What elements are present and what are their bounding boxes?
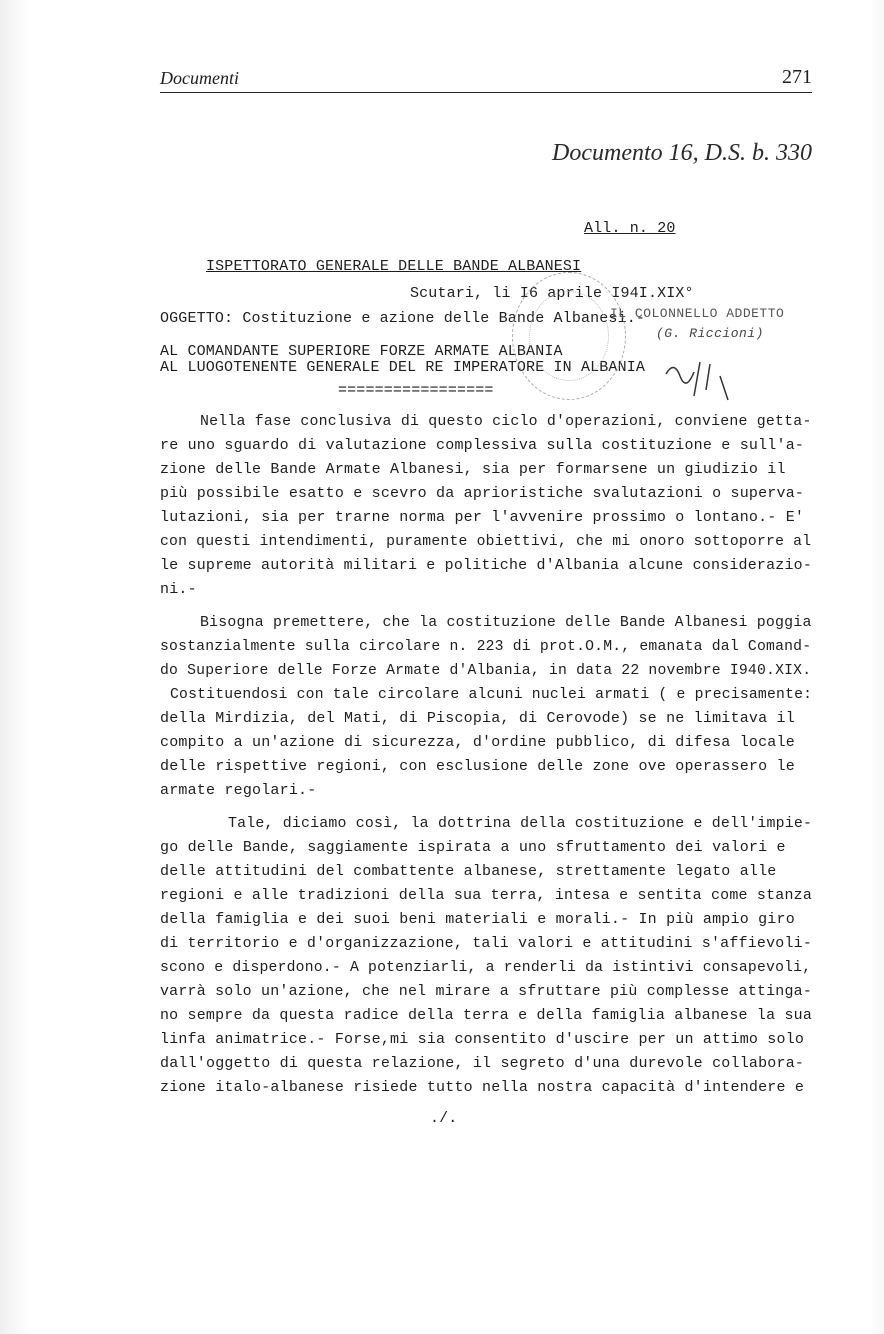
- body-line: do Superiore delle Forze Armate d'Albania, in data 22 novembre I940.XIX.: [160, 662, 812, 679]
- subject-line: OGGETTO: Costituzione e azione delle Bande Albanesi.-: [160, 310, 646, 327]
- place-date-line: Scutari, li I6 aprile I94I.XIX°: [410, 285, 694, 302]
- body-line: scono e disperdono.- A potenziarli, a renderli da istintivi consapevoli,: [160, 959, 812, 976]
- body-line: Costituendosi con tale circolare alcuni nuclei armati ( e precisamente:: [170, 686, 813, 703]
- body-line: regioni e alle tradizioni della sua terra, intesa e sentita come stanza: [160, 887, 813, 904]
- stamp-text-block: [610, 306, 785, 341]
- separator-line: =================: [338, 382, 494, 399]
- body-line: di territorio e d'organizzazione, tali valori e attitudini s'affievoli-: [160, 935, 813, 952]
- body-line: zione italo-albanese risiede tutto nella nostra capacità d'intendere e: [160, 1079, 805, 1096]
- body-line: varrà solo un'azione, che nel mirare a sfruttare più complesse attinga-: [160, 983, 813, 1000]
- circular-stamp: [512, 272, 626, 400]
- body-line: della famiglia e dei suoi beni materiali e morali.- In più ampio giro: [160, 911, 795, 928]
- body-line: zione delle Bande Armate Albanesi, sia per formarsene un giudizio il: [160, 461, 786, 478]
- allegato-number: All. n. 20: [584, 220, 676, 237]
- page-number: 271: [782, 66, 812, 88]
- stamp-line-1: IL COLONNELLO ADDETTO: [610, 306, 785, 321]
- stamp-line-2: (G. Riccioni): [656, 326, 764, 341]
- body-line: con questi intendimenti, puramente obiettivi, che mi onoro sottoporre al: [160, 533, 812, 550]
- body-line: linfa animatrice.- Forse,mi sia consentito d'uscire per un attimo solo: [160, 1031, 805, 1048]
- running-header: [160, 66, 812, 93]
- body-line: re uno sguardo di valutazione complessiva sulla costituzione e sull'a-: [160, 437, 805, 454]
- body-line: delle rispettive regioni, con esclusione delle zone ove operassero le: [160, 758, 795, 775]
- document-reference: Documento 16, D.S. b. 330: [552, 140, 812, 166]
- body-line: ni.-: [160, 581, 197, 598]
- continuation-mark: ./.: [430, 1110, 458, 1127]
- body-line: compito a un'azione di sicurezza, d'ordine pubblico, di difesa locale: [160, 734, 795, 751]
- handwritten-signature: [660, 352, 740, 402]
- body-line: lutazioni, sia per trarne norma per l'avvenire prossimo o lontano.- E': [160, 509, 805, 526]
- office-heading: ISPETTORATO GENERALE DELLE BANDE ALBANESI: [206, 258, 582, 275]
- body-line: dall'oggetto di questa relazione, il segreto d'una durevole collabora-: [160, 1055, 805, 1072]
- section-title: Documenti: [160, 68, 239, 88]
- body-line: sostanzialmente sulla circolare n. 223 di prot.O.M., emanata dal Comand-: [160, 638, 812, 655]
- addressee-1: AL COMANDANTE SUPERIORE FORZE ARMATE ALBANIA: [160, 343, 563, 360]
- body-line: no sempre da questa radice della terra e della famiglia albanese la sua: [160, 1007, 813, 1024]
- body-line: più possibile esatto e scevro da aprioristiche svalutazioni o superva-: [160, 485, 805, 502]
- body-line: della Mirdizia, del Mati, di Piscopia, di Cerovode) se ne limitava il: [160, 710, 795, 727]
- addressee-2: AL LUOGOTENENTE GENERALE DEL RE IMPERATORE IN ALBANIA: [160, 359, 646, 376]
- body-line: Nella fase conclusiva di questo ciclo d'operazioni, conviene getta-: [200, 413, 812, 430]
- body-line: le supreme autorità militari e politiche d'Albania alcune considerazio-: [160, 557, 813, 574]
- body-line: delle attitudini del combattente albanese, strettamente legato alle: [160, 863, 777, 880]
- body-line: Tale, diciamo così, la dottrina della costituzione e dell'impie-: [228, 815, 813, 832]
- stamp-inner-ring: [529, 291, 609, 381]
- body-line: Bisogna premettere, che la costituzione delle Bande Albanesi poggia: [200, 614, 812, 631]
- body-line: armate regolari.-: [160, 782, 317, 799]
- body-line: go delle Bande, saggiamente ispirata a uno sfruttamento dei valori e: [160, 839, 786, 856]
